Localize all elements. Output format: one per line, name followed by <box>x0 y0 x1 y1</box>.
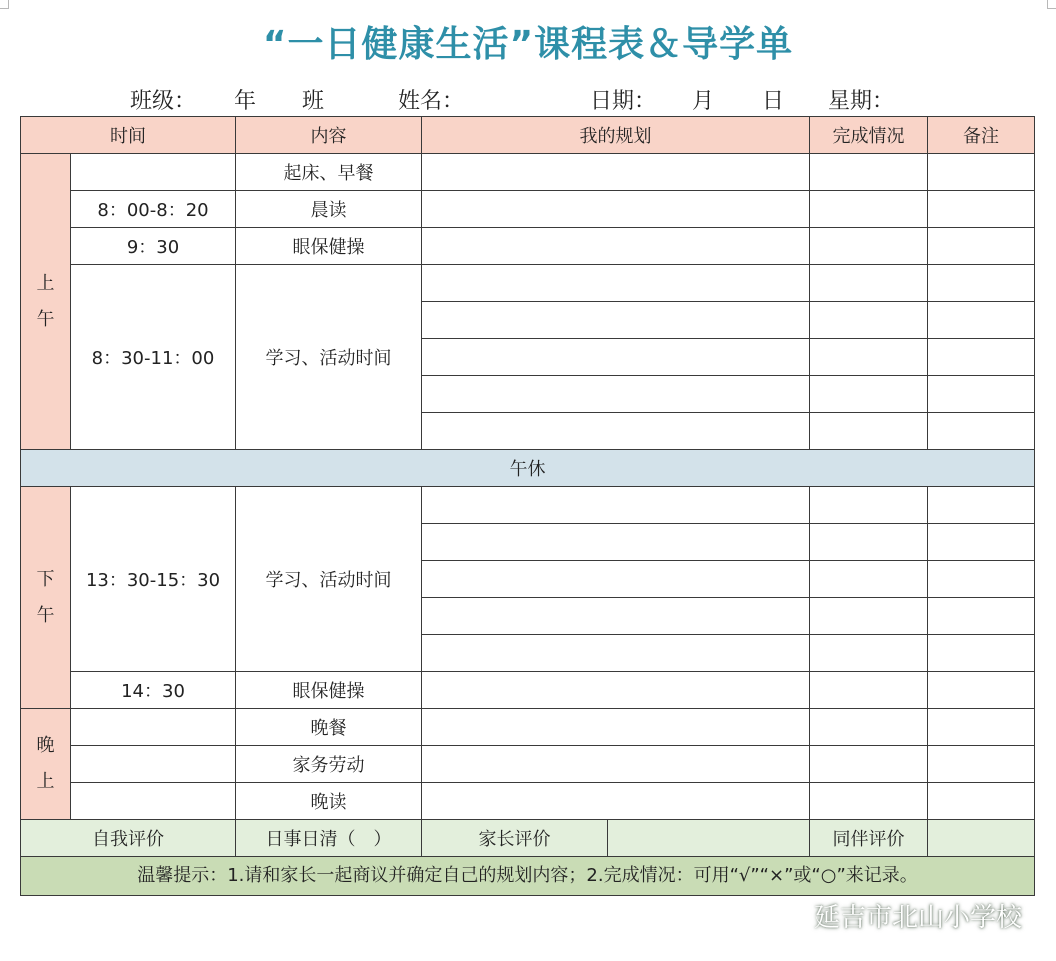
plan-cell[interactable] <box>422 487 810 524</box>
weekday-label: 星期： <box>828 89 895 114</box>
note-cell[interactable] <box>928 339 1035 376</box>
header-note: 备注 <box>928 117 1035 154</box>
plan-cell[interactable] <box>422 376 810 413</box>
status-cell[interactable] <box>810 635 928 672</box>
period-morning: 上 午 <box>21 154 71 450</box>
status-cell[interactable] <box>810 228 928 265</box>
table-row <box>21 487 1035 524</box>
note-cell[interactable] <box>928 413 1035 450</box>
status-cell[interactable] <box>810 746 928 783</box>
status-cell[interactable] <box>810 598 928 635</box>
note-cell[interactable] <box>928 709 1035 746</box>
table-row <box>21 746 1035 783</box>
content-cell: 学习、活动时间 <box>236 265 422 450</box>
page-corner-mark <box>0 0 9 9</box>
status-cell[interactable] <box>810 154 928 191</box>
peer-evaluation-field[interactable] <box>928 820 1035 857</box>
plan-cell[interactable] <box>422 524 810 561</box>
header-status: 完成情况 <box>810 117 928 154</box>
note-cell[interactable] <box>928 561 1035 598</box>
class-unit-label: 班 <box>302 89 325 114</box>
parent-evaluation-label: 家长评价 <box>422 820 608 857</box>
plan-cell[interactable] <box>422 709 810 746</box>
table-row <box>21 265 1035 302</box>
time-cell <box>71 154 236 191</box>
date-label: 日期： <box>590 89 657 114</box>
header-plan: 我的规划 <box>422 117 810 154</box>
time-cell: 13：30-15：30 <box>71 487 236 672</box>
status-cell[interactable] <box>810 524 928 561</box>
note-cell[interactable] <box>928 783 1035 820</box>
note-cell[interactable] <box>928 746 1035 783</box>
plan-cell[interactable] <box>422 265 810 302</box>
time-cell: 14：30 <box>71 672 236 709</box>
wechat-icon <box>768 901 806 931</box>
page-title: “一日健康生活”课程表＆导学单 <box>262 24 794 65</box>
page-corner-mark <box>1047 0 1056 9</box>
plan-cell[interactable] <box>422 339 810 376</box>
status-cell[interactable] <box>810 265 928 302</box>
time-cell <box>71 746 236 783</box>
content-cell: 家务劳动 <box>236 746 422 783</box>
status-cell[interactable] <box>810 376 928 413</box>
content-cell: 学习、活动时间 <box>236 487 422 672</box>
status-cell[interactable] <box>810 487 928 524</box>
day-label: 日 <box>762 89 785 114</box>
time-cell <box>71 783 236 820</box>
status-cell[interactable] <box>810 413 928 450</box>
tip-text: 温馨提示：1.请和家长一起商议并确定自己的规划内容；2.完成情况：可用“√”“×”或“○”来记录。 <box>21 857 1035 896</box>
tip-row <box>21 857 1035 896</box>
period-afternoon: 下 午 <box>21 487 71 709</box>
status-cell[interactable] <box>810 672 928 709</box>
self-evaluation-label: 自我评价 <box>21 820 236 857</box>
status-cell[interactable] <box>810 302 928 339</box>
content-cell: 晚餐 <box>236 709 422 746</box>
time-cell <box>71 709 236 746</box>
class-label: 班级： <box>130 89 197 114</box>
note-cell[interactable] <box>928 376 1035 413</box>
plan-cell[interactable] <box>422 746 810 783</box>
status-cell[interactable] <box>810 339 928 376</box>
note-cell[interactable] <box>928 672 1035 709</box>
peer-evaluation-label: 同伴评价 <box>810 820 928 857</box>
plan-cell[interactable] <box>422 302 810 339</box>
status-cell[interactable] <box>810 191 928 228</box>
note-cell[interactable] <box>928 598 1035 635</box>
table-row <box>21 783 1035 820</box>
time-cell: 8：00-8：20 <box>71 191 236 228</box>
note-cell[interactable] <box>928 524 1035 561</box>
note-cell[interactable] <box>928 302 1035 339</box>
grade-label: 年 <box>234 89 257 114</box>
plan-cell[interactable] <box>422 561 810 598</box>
note-cell[interactable] <box>928 487 1035 524</box>
plan-cell[interactable] <box>422 598 810 635</box>
header-content: 内容 <box>236 117 422 154</box>
status-cell[interactable] <box>810 783 928 820</box>
table-row <box>21 672 1035 709</box>
header-row <box>21 117 1035 154</box>
note-cell[interactable] <box>928 154 1035 191</box>
noon-break-label: 午休 <box>21 450 1035 487</box>
table-row <box>21 709 1035 746</box>
plan-cell[interactable] <box>422 783 810 820</box>
note-cell[interactable] <box>928 635 1035 672</box>
note-cell[interactable] <box>928 265 1035 302</box>
status-cell[interactable] <box>810 709 928 746</box>
table-row <box>21 228 1035 265</box>
period-evening: 晚 上 <box>21 709 71 820</box>
watermark <box>768 897 1022 934</box>
content-cell: 起床、早餐 <box>236 154 422 191</box>
noon-break-row <box>21 450 1035 487</box>
content-cell: 晚读 <box>236 783 422 820</box>
plan-cell[interactable] <box>422 191 810 228</box>
time-cell: 8：30-11：00 <box>71 265 236 450</box>
daily-check-label: 日事日清（ ） <box>236 820 422 857</box>
note-cell[interactable] <box>928 191 1035 228</box>
plan-cell[interactable] <box>422 413 810 450</box>
plan-cell[interactable] <box>422 154 810 191</box>
month-label: 月 <box>692 89 715 114</box>
plan-cell[interactable] <box>422 228 810 265</box>
time-cell: 9：30 <box>71 228 236 265</box>
plan-cell[interactable] <box>422 672 810 709</box>
status-cell[interactable] <box>810 561 928 598</box>
table-row <box>21 191 1035 228</box>
content-cell: 眼保健操 <box>236 672 422 709</box>
note-cell[interactable] <box>928 228 1035 265</box>
parent-evaluation-field[interactable] <box>608 820 810 857</box>
content-cell: 晨读 <box>236 191 422 228</box>
evaluation-row <box>21 820 1035 857</box>
content-cell: 眼保健操 <box>236 228 422 265</box>
schedule-table <box>20 116 1035 896</box>
header-time: 时间 <box>21 117 236 154</box>
watermark-text: 延吉市北山小学校 <box>814 903 1023 933</box>
table-row <box>21 154 1035 191</box>
plan-cell[interactable] <box>422 635 810 672</box>
name-label: 姓名： <box>398 89 465 114</box>
